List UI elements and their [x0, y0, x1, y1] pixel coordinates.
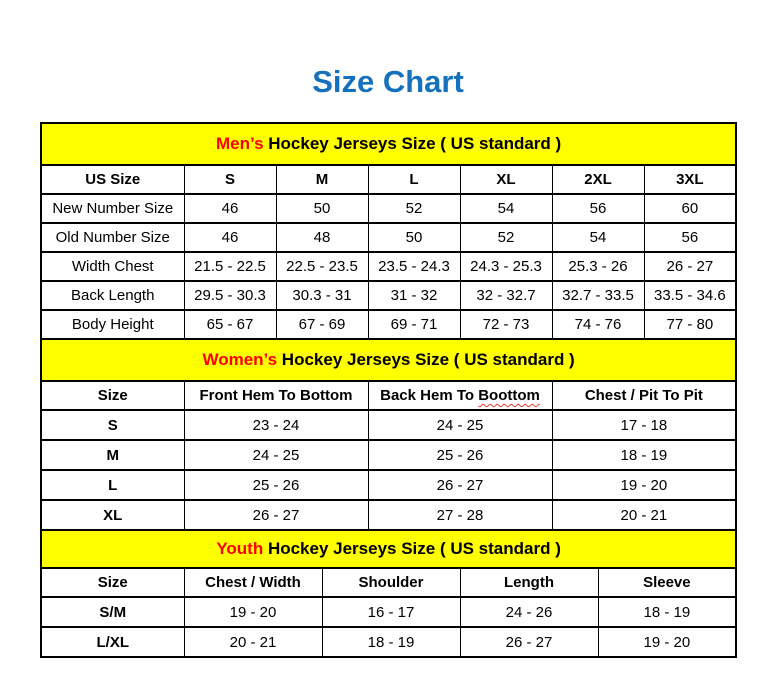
row-label: L: [41, 470, 184, 500]
table-cell: 20 - 21: [552, 500, 736, 530]
table-cell: 30.3 - 31: [276, 281, 368, 310]
column-header: M: [276, 165, 368, 194]
womens-section-band: [41, 339, 736, 381]
mens-section-title: [41, 123, 736, 165]
table-cell: 24 - 26: [460, 597, 598, 627]
column-header: Chest / Width: [184, 568, 322, 597]
table-cell: 74 - 76: [552, 310, 644, 339]
row-label: S: [41, 410, 184, 440]
table-cell: 52: [460, 223, 552, 252]
column-header: XL: [460, 165, 552, 194]
table-cell: 23.5 - 24.3: [368, 252, 460, 281]
table-cell: 56: [644, 223, 736, 252]
table-row: [41, 627, 736, 657]
youth-header-row: [41, 568, 736, 597]
column-header: 3XL: [644, 165, 736, 194]
table-cell: 32 - 32.7: [460, 281, 552, 310]
row-label: XL: [41, 500, 184, 530]
table-cell: 26 - 27: [644, 252, 736, 281]
row-label: New Number Size: [41, 194, 184, 223]
table-cell: 26 - 27: [460, 627, 598, 657]
table-cell: 65 - 67: [184, 310, 276, 339]
table-row: [41, 470, 736, 500]
youth-title-rest: Hockey Jerseys Size ( US standard ): [263, 539, 561, 558]
womens-header-row: [41, 381, 736, 410]
table-cell: 18 - 19: [598, 597, 736, 627]
table-cell: 25 - 26: [184, 470, 368, 500]
table-cell: 17 - 18: [552, 410, 736, 440]
table-cell: 24.3 - 25.3: [460, 252, 552, 281]
mens-section-band: [41, 123, 736, 165]
table-cell: 77 - 80: [644, 310, 736, 339]
column-header: Front Hem To Bottom: [184, 381, 368, 410]
table-row: [41, 252, 736, 281]
row-label: Body Height: [41, 310, 184, 339]
size-chart-container: [40, 122, 737, 658]
table-cell: 67 - 69: [276, 310, 368, 339]
youth-highlight-word: Youth: [216, 539, 264, 558]
table-cell: 22.5 - 23.5: [276, 252, 368, 281]
table-cell: 50: [368, 223, 460, 252]
column-header: Shoulder: [322, 568, 460, 597]
mens-title-rest: Hockey Jerseys Size ( US standard ): [263, 134, 562, 153]
page-title: Size Chart: [312, 64, 464, 99]
table-cell: 60: [644, 194, 736, 223]
table-cell: 72 - 73: [460, 310, 552, 339]
row-label: L/XL: [41, 627, 184, 657]
table-cell: 32.7 - 33.5: [552, 281, 644, 310]
table-cell: 54: [460, 194, 552, 223]
table-cell: 27 - 28: [368, 500, 552, 530]
table-cell: 46: [184, 194, 276, 223]
table-cell: 48: [276, 223, 368, 252]
womens-section-title: [41, 339, 736, 381]
table-cell: 18 - 19: [552, 440, 736, 470]
table-cell: 26 - 27: [184, 500, 368, 530]
row-label: M: [41, 440, 184, 470]
table-cell: 18 - 19: [322, 627, 460, 657]
row-label: Back Length: [41, 281, 184, 310]
youth-section-band: [41, 530, 736, 568]
column-header: L: [368, 165, 460, 194]
column-header: Length: [460, 568, 598, 597]
table-cell: 16 - 17: [322, 597, 460, 627]
table-cell: 50: [276, 194, 368, 223]
table-cell: 33.5 - 34.6: [644, 281, 736, 310]
column-header: [368, 381, 552, 410]
row-label: S/M: [41, 597, 184, 627]
table-row: [41, 310, 736, 339]
table-row: [41, 410, 736, 440]
mens-highlight-word: Men’s: [216, 134, 264, 153]
column-header: Chest / Pit To Pit: [552, 381, 736, 410]
table-cell: 52: [368, 194, 460, 223]
table-cell: 19 - 20: [184, 597, 322, 627]
table-cell: 46: [184, 223, 276, 252]
table-cell: 29.5 - 30.3: [184, 281, 276, 310]
size-chart-table: [40, 122, 737, 658]
table-cell: 69 - 71: [368, 310, 460, 339]
table-cell: 25 - 26: [368, 440, 552, 470]
womens-title-rest: Hockey Jerseys Size ( US standard ): [277, 350, 575, 369]
table-row: [41, 597, 736, 627]
table-cell: 24 - 25: [184, 440, 368, 470]
womens-highlight-word: Women’s: [202, 350, 278, 369]
table-cell: 23 - 24: [184, 410, 368, 440]
mens-header-row: [41, 165, 736, 194]
table-cell: 56: [552, 194, 644, 223]
table-cell: 25.3 - 26: [552, 252, 644, 281]
table-cell: 54: [552, 223, 644, 252]
column-header-text: Back Hem To: [380, 387, 475, 404]
column-header: S: [184, 165, 276, 194]
table-cell: 31 - 32: [368, 281, 460, 310]
table-cell: 20 - 21: [184, 627, 322, 657]
column-header: Size: [41, 568, 184, 597]
table-row: [41, 500, 736, 530]
table-cell: 19 - 20: [552, 470, 736, 500]
table-row: [41, 281, 736, 310]
column-header: Sleeve: [598, 568, 736, 597]
table-cell: 21.5 - 22.5: [184, 252, 276, 281]
column-header: Size: [41, 381, 184, 410]
table-cell: 24 - 25: [368, 410, 552, 440]
table-cell: 19 - 20: [598, 627, 736, 657]
youth-section-title: [41, 530, 736, 568]
row-label: Old Number Size: [41, 223, 184, 252]
table-row: [41, 194, 736, 223]
column-header: 2XL: [552, 165, 644, 194]
table-row: [41, 223, 736, 252]
misspelled-word: Boottom: [478, 387, 540, 404]
table-row: [41, 440, 736, 470]
row-label: Width Chest: [41, 252, 184, 281]
table-cell: 26 - 27: [368, 470, 552, 500]
column-header: US Size: [41, 165, 184, 194]
